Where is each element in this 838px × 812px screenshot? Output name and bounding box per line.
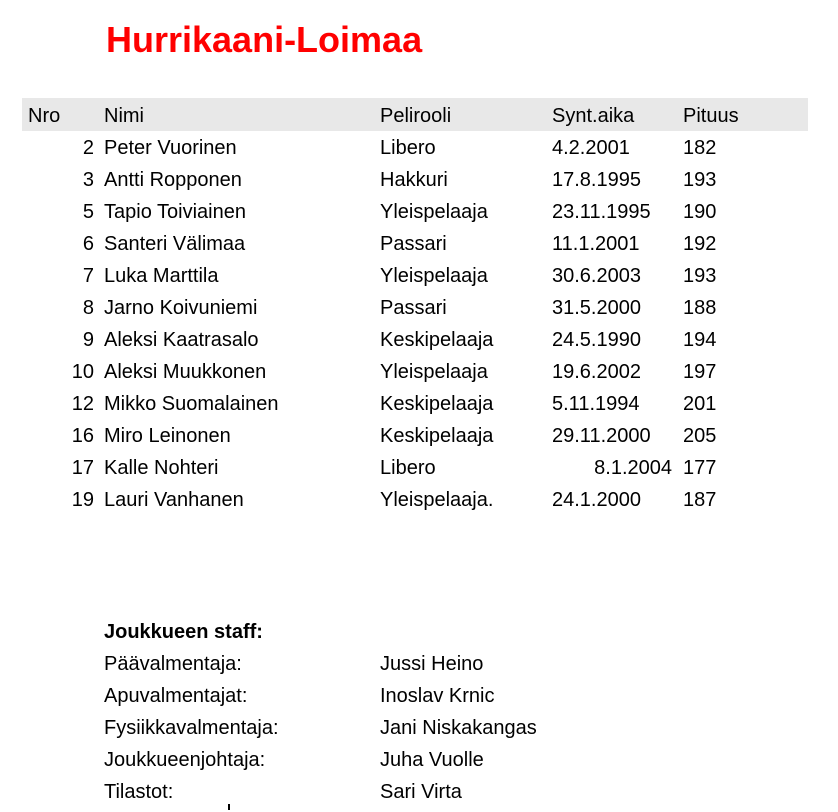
player-birthdate: 8.1.2004 [594,457,672,479]
staff-heading: Joukkueen staff: [104,621,263,643]
player-number: 6 [82,233,94,255]
player-height: 194 [683,329,717,351]
player-role: Keskipelaaja [380,329,494,351]
player-birthdate: 23.11.1995 [552,201,651,223]
player-height: 192 [683,233,717,255]
player-height: 177 [683,457,717,479]
staff-role: Tilastot: [104,781,174,803]
player-number: 7 [82,265,94,287]
player-number: 10 [71,361,94,383]
player-number: 2 [82,137,94,159]
player-name: Tapio Toiviainen [104,201,246,223]
player-number: 16 [71,425,94,447]
player-birthdate: 24.5.1990 [552,329,641,351]
header-nro: Nro [28,105,61,127]
staff-name: Juha Vuolle [380,749,484,771]
staff-role: Päävalmentaja: [104,653,242,675]
player-number: 9 [82,329,94,351]
staff-name: Jussi Heino [380,653,484,675]
player-height: 205 [683,425,717,447]
team-title: Hurrikaani-Loimaa [106,19,423,60]
header-name: Nimi [104,105,144,127]
player-height: 201 [683,393,717,415]
staff-role: Apuvalmentajat: [104,685,248,707]
player-height: 182 [683,137,717,159]
player-role: Libero [380,137,436,159]
player-role: Keskipelaaja [380,425,494,447]
staff-role: Fysiikkavalmentaja: [104,717,279,739]
player-role: Yleispelaaja. [380,489,494,511]
player-height: 193 [683,265,717,287]
player-role: Yleispelaaja [380,201,488,223]
player-name: Aleksi Kaatrasalo [104,329,259,351]
player-height: 188 [683,297,717,319]
player-role: Passari [380,297,447,319]
staff-role: Joukkueenjohtaja: [104,749,266,771]
player-birthdate: 11.1.2001 [552,233,640,255]
player-birthdate: 4.2.2001 [552,137,630,159]
player-number: 19 [71,489,94,511]
header-born: Synt.aika [552,105,635,127]
player-birthdate: 30.6.2003 [552,265,641,287]
player-name: Aleksi Muukkonen [104,361,267,383]
player-name: Kalle Nohteri [104,457,219,479]
player-height: 193 [683,169,717,191]
player-height: 190 [683,201,717,223]
player-role: Passari [380,233,447,255]
player-role: Keskipelaaja [380,393,494,415]
player-role: Libero [380,457,436,479]
player-birthdate: 17.8.1995 [552,169,641,191]
player-name: Lauri Vanhanen [104,489,244,511]
page-mark [228,804,230,810]
player-number: 8 [82,297,94,319]
player-number: 3 [82,169,94,191]
player-name: Mikko Suomalainen [104,393,279,415]
player-name: Jarno Koivuniemi [104,297,258,319]
player-name: Antti Ropponen [104,169,242,191]
player-height: 197 [683,361,717,383]
player-birthdate: 19.6.2002 [552,361,641,383]
header-role: Pelirooli [380,105,452,127]
player-role: Hakkuri [380,169,448,191]
staff-name: Inoslav Krnic [380,685,495,707]
staff-name: Jani Niskakangas [380,717,537,739]
player-role: Yleispelaaja [380,265,488,287]
player-birthdate: 31.5.2000 [552,297,641,319]
staff-name: Sari Virta [380,781,462,803]
player-name: Miro Leinonen [104,425,231,447]
player-number: 5 [82,201,94,223]
player-birthdate: 29.11.2000 [552,425,651,447]
player-height: 187 [683,489,717,511]
player-name: Santeri Välimaa [104,233,246,255]
player-birthdate: 5.11.1994 [552,393,640,415]
header-height: Pituus [683,105,739,127]
player-birthdate: 24.1.2000 [552,489,641,511]
player-role: Yleispelaaja [380,361,488,383]
player-name: Peter Vuorinen [104,137,237,159]
player-name: Luka Marttila [104,265,219,287]
player-number: 17 [71,457,94,479]
player-number: 12 [71,393,94,415]
